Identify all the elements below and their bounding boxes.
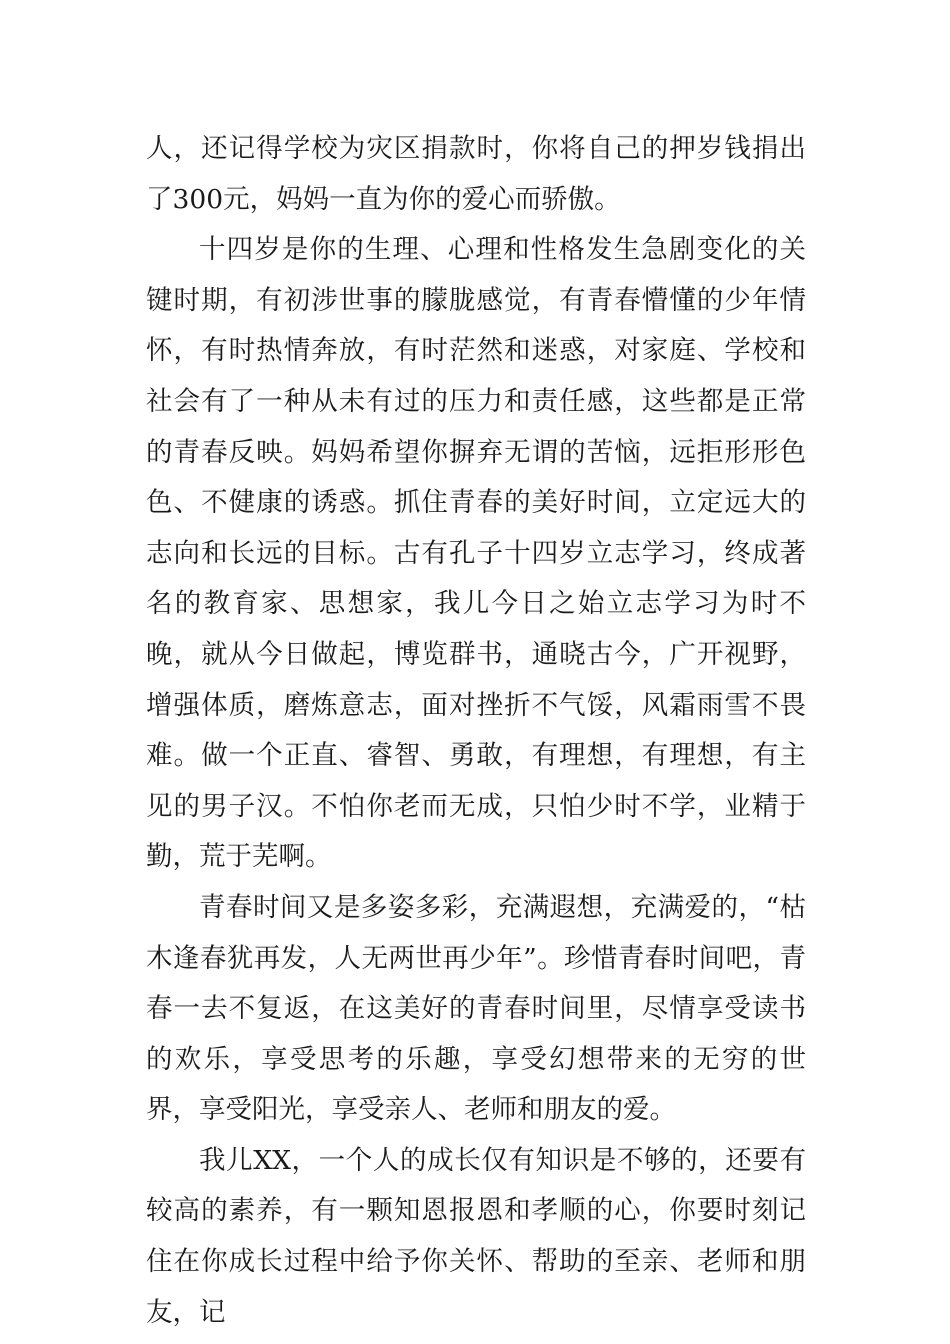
paragraph-4: 我儿XX，一个人的成长仅有知识是不够的，还要有较高的素养，有一颗知恩报恩和孝顺的心，你要时刻记住在你成长过程中给予你关怀、帮助的至亲、老师和朋友，记 [146,1144,806,1328]
paragraph-1: 人，还记得学校为灾区捐款时，你将自己的押岁钱捐出了300元，妈妈一直为你的爱心而骄傲。 [146,133,806,215]
paragraph-2: 十四岁是你的生理、心理和性格发生急剧变化的关键时期，有初涉世事的朦胧感觉，有青春懵懂的少年情怀，有时热情奔放，有时茫然和迷惑，对家庭、学校和社会有了一种从未有过的压力和责任感，这些都是正常的青春反映。妈妈希望你摒弃无谓的苦恼，远拒形形色色、不健康的诱惑。抓住青春的美好时间，立定远大的志向和长远的目标。古有孔子十四岁立志学习，终成著名的教育家、思想家，我儿今日之始立志学习为时不晚，就从今日做起，博览群书，通晓古今，广开视野，增强体质，磨炼意志，面对挫折不气馁，风霜雨雪不畏难。做一个正直、睿智、勇敢，有理想，有理想，有主见的男子汉。不怕你老而无成，只怕少时不学，业精于勤，荒于芜啊。 [146,234,806,873]
paragraph-3: 青春时间又是多姿多彩，充满遐想，充满爱的，“枯木逢春犹再发，人无两世再少年”。珍惜青春时间吧，青春一去不复返，在这美好的青春时间里，尽情享受读书的欢乐，享受思考的乐趣，享受幻想带来的无穷的世界，享受阳光，享受亲人、老师和朋友的爱。 [146,891,806,1126]
letter-body [146,124,806,1338]
